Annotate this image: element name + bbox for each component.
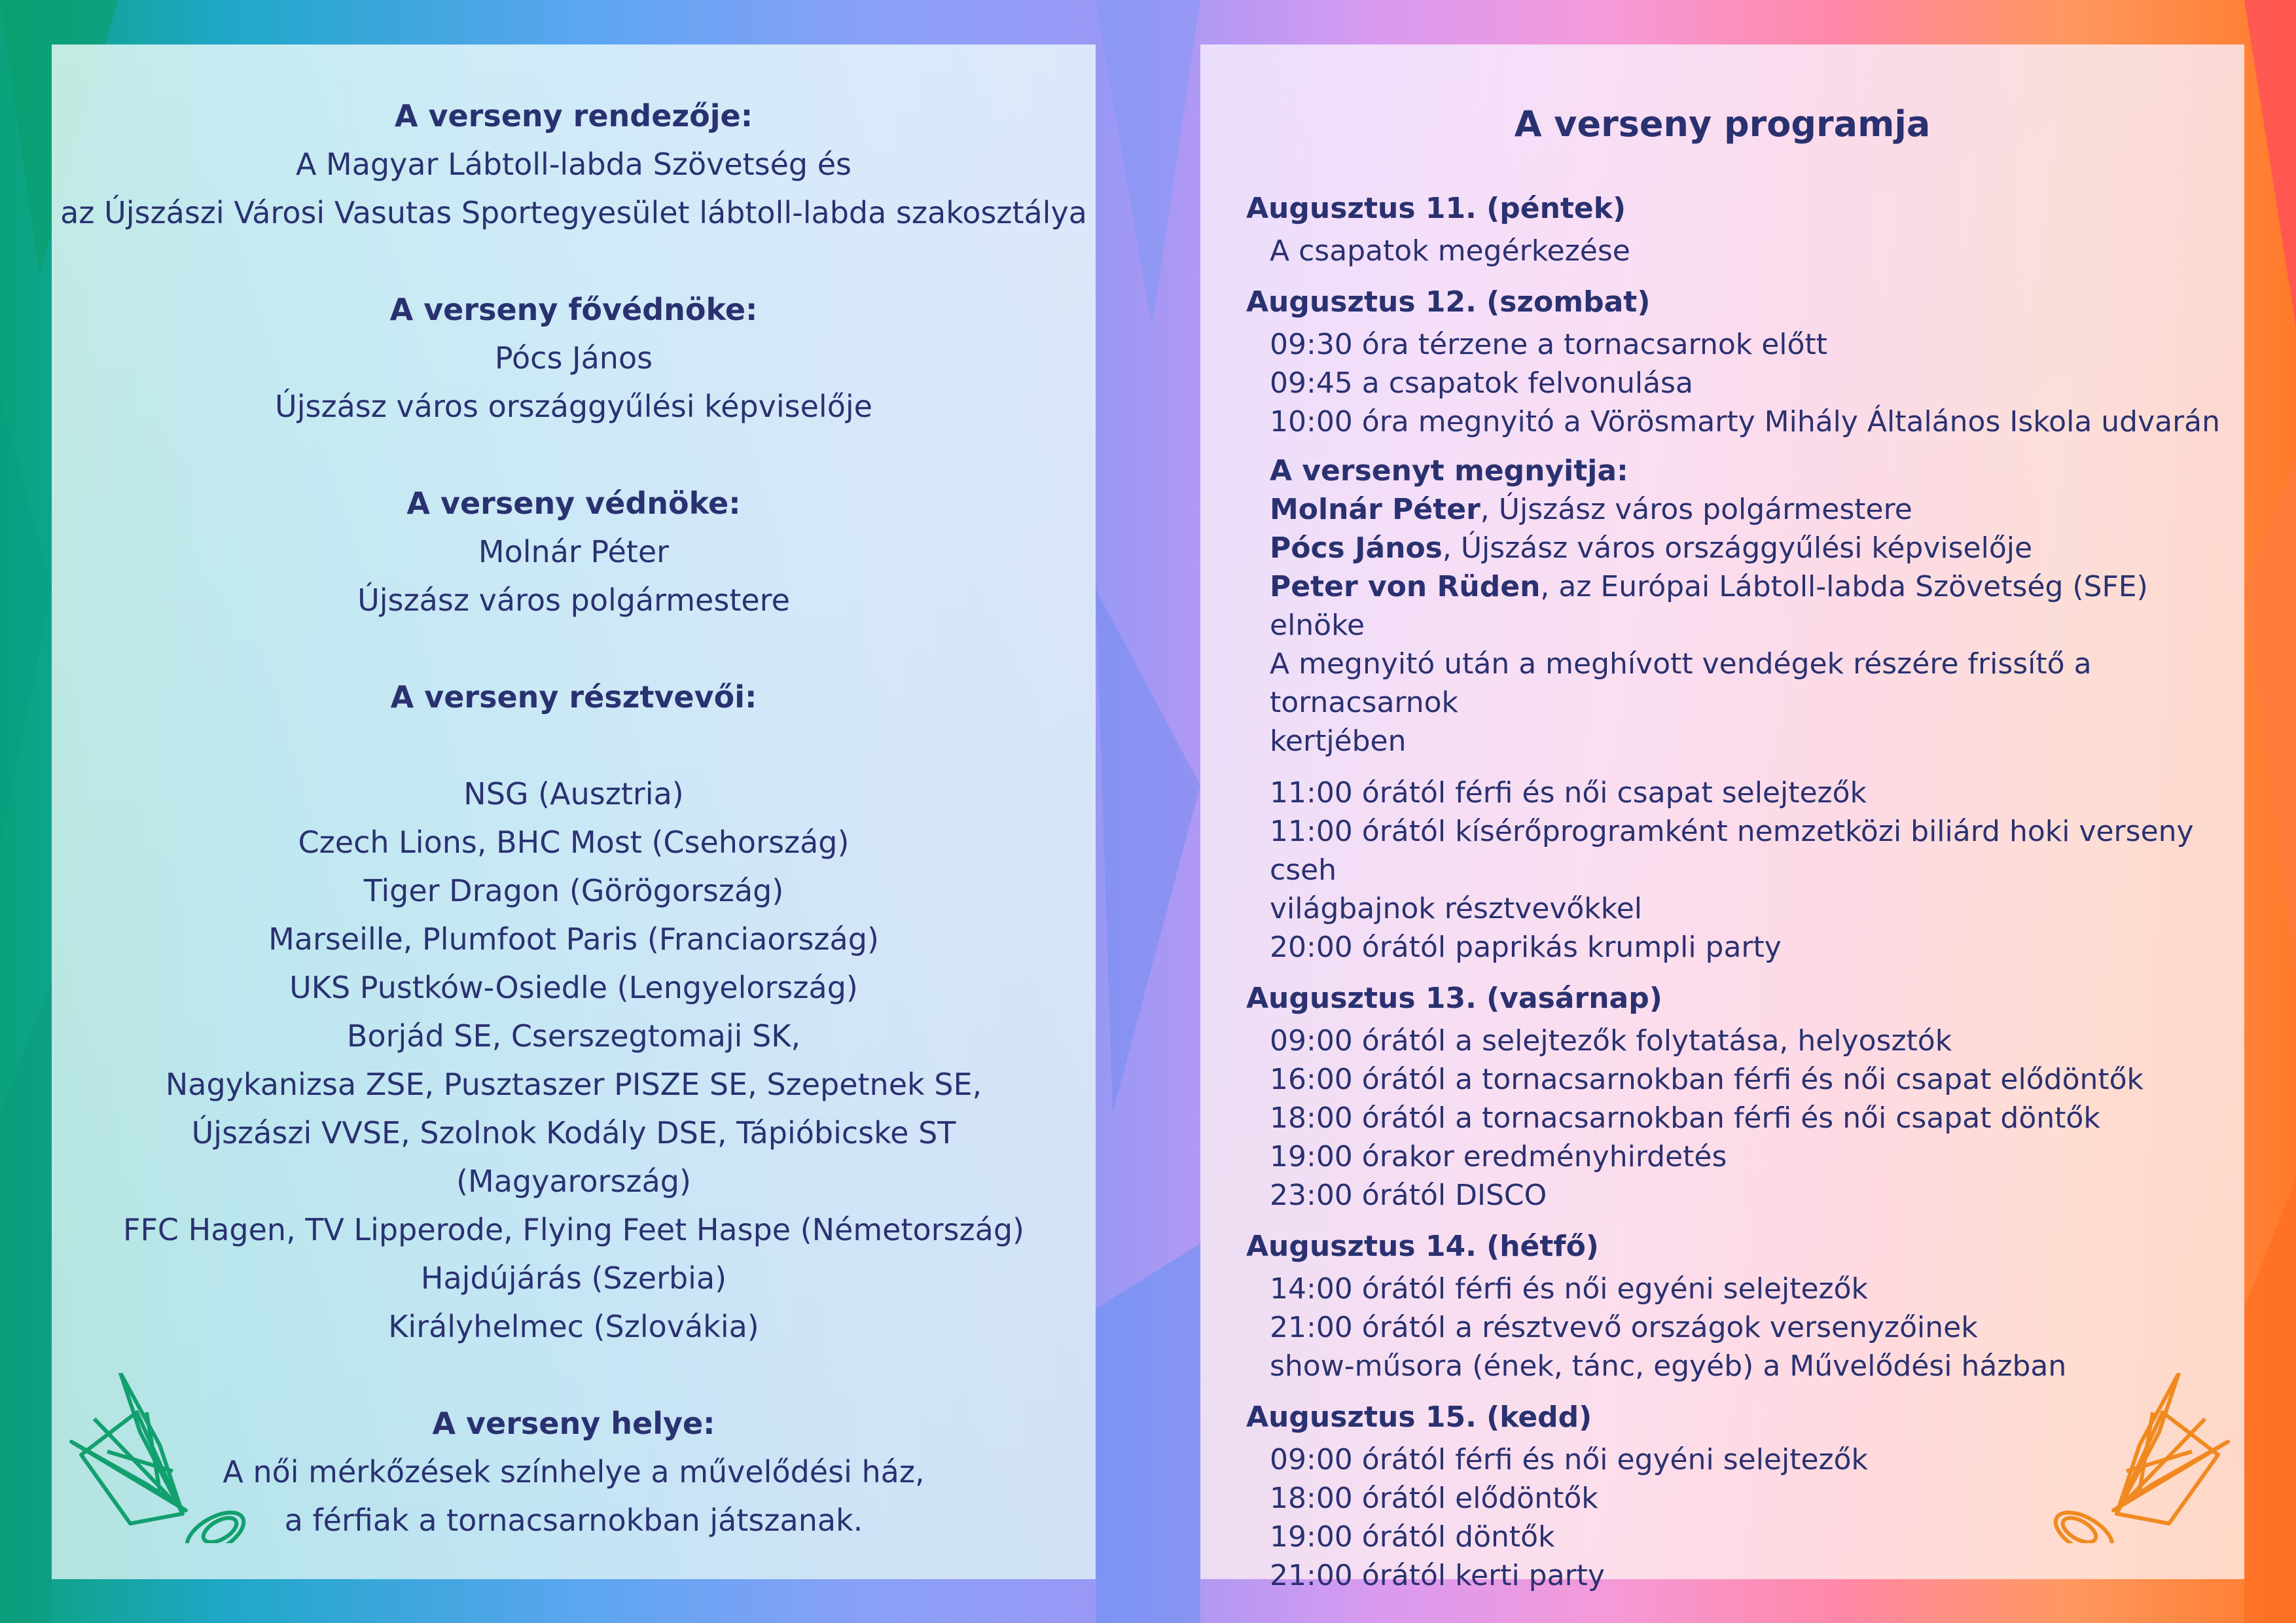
participants-title: A verseny résztvevői:: [390, 679, 757, 715]
day-heading: Augusztus 14. (hétfő): [1246, 1230, 1599, 1263]
opener-name: Pócs János: [1270, 531, 1443, 565]
participant-line: Hajdújárás (Szerbia): [420, 1260, 727, 1296]
program-item: 21:00 órától a résztvevő országok versenyzőinek: [1270, 1311, 1978, 1344]
participant-line: FFC Hagen, TV Lipperode, Flying Feet Haspe (Németország): [122, 1212, 1024, 1247]
participant-line: Újszászi VVSE, Szolnok Kodály DSE, Tápióbicske ST: [191, 1115, 956, 1150]
program-item: 23:00 órától DISCO: [1270, 1179, 1547, 1212]
main-patron-title: A verseny fővédnöke:: [389, 292, 758, 327]
program-item: show-műsora (ének, tánc, egyéb) a Művelődési házban: [1270, 1349, 2067, 1383]
participant-line: NSG (Ausztria): [463, 776, 684, 812]
participant-line: Borjád SE, Cserszegtomaji SK,: [346, 1018, 801, 1054]
program-item: 20:00 órától paprikás krumpli party: [1270, 931, 1782, 964]
day-heading: Augusztus 13. (vasárnap): [1246, 982, 1662, 1015]
opener-role: , Újszász város polgármestere: [1480, 493, 1912, 526]
patron-section: [52, 479, 1096, 624]
program-item: 11:00 órától férfi és női csapat selejtezők: [1270, 776, 1867, 810]
left-content: [52, 92, 1096, 1593]
participants-section: [52, 673, 1096, 1351]
opener-line: [1270, 567, 2228, 645]
program-item: 18:00 órától a tornacsarnokban férfi és női csapat döntők: [1270, 1101, 2100, 1135]
main-patron-section: [52, 285, 1096, 431]
participant-line: Czech Lions, BHC Most (Csehország): [298, 825, 850, 860]
organizer-line: A Magyar Lábtoll-labda Szövetség és: [295, 147, 852, 182]
left-panel: [52, 45, 1096, 1579]
opener-name: Molnár Péter: [1270, 493, 1480, 526]
day-heading: Augusztus 15. (kedd): [1246, 1400, 1592, 1434]
venue-line: A női mérkőzések színhelye a művelődési ház,: [223, 1454, 925, 1489]
main-patron-name: Pócs János: [494, 340, 653, 376]
organizer-title: A verseny rendezője:: [394, 98, 753, 134]
program-item: 09:30 óra térzene a tornacsarnok előtt: [1270, 328, 1827, 361]
program-item: 09:00 órától férfi és női egyéni selejtezők: [1270, 1443, 1869, 1476]
main-patron-role: Újszász város országgyűlési képviselője: [275, 389, 872, 424]
program-item: világbajnok résztvevőkkel: [1270, 892, 1642, 925]
day-heading: Augusztus 12. (szombat): [1246, 285, 1651, 319]
day-heading: Augusztus 11. (péntek): [1246, 192, 1626, 225]
opening-block: [1270, 452, 2228, 760]
participant-line: Marseille, Plumfoot Paris (Franciaország): [268, 921, 879, 957]
patron-role: Újszász város polgármestere: [357, 582, 790, 618]
participant-line: UKS Pustków-Osiedle (Lengyelország): [289, 970, 858, 1005]
opener-role: , Újszász város országgyűlési képviselője: [1442, 531, 2033, 565]
participant-line: Tiger Dragon (Görögország): [363, 873, 784, 908]
program-item: 11:00 órától kísérőprogramként nemzetközi biliárd hoki verseny cseh: [1270, 815, 2194, 887]
program-item: 10:00 óra megnyitó a Vörösmarty Mihály Általános Iskola udvarán: [1270, 405, 2221, 438]
participant-line: (Magyarország): [456, 1164, 691, 1199]
organizer-line: az Újszászi Városi Vasutas Sportegyesület lábtoll-labda szakosztálya: [60, 195, 1087, 230]
day-items: [1270, 1022, 2228, 1215]
shuttlecock-icon: [68, 1373, 278, 1543]
program-item: 16:00 órától a tornacsarnokban férfi és női csapat elődöntők: [1270, 1063, 2144, 1096]
program-item: kertjében: [1270, 724, 1407, 758]
opener-role: , az Európai Lábtoll-labda Szövetség (SFE) elnöke: [1270, 570, 2148, 642]
day-items: [1270, 1270, 2228, 1385]
day-items: [1270, 232, 2228, 270]
venue-title: A verseny helye:: [432, 1406, 715, 1441]
program-item: A megnyitó után a meghívott vendégek részére frissítő a tornacsarnok: [1270, 647, 2092, 719]
program-item: 18:00 órától elődöntők: [1270, 1482, 1598, 1515]
participant-line: Királyhelmec (Szlovákia): [388, 1309, 759, 1344]
participant-line: Nagykanizsa ZSE, Pusztaszer PISZE SE, Szepetnek SE,: [165, 1067, 982, 1102]
day-items: [1270, 325, 2228, 967]
program-title: A verseny programja: [1514, 103, 1931, 145]
venue-line: a férfiak a tornacsarnokban játszanak.: [284, 1503, 863, 1538]
program-item: 09:00 órától a selejtezők folytatása, helyosztók: [1270, 1024, 1952, 1058]
patron-name: Molnár Péter: [478, 534, 670, 569]
program-item: 21:00 órától kerti party: [1270, 1559, 1605, 1592]
opening-title: A versenyt megnyitja:: [1270, 454, 1628, 488]
opener-line: [1270, 529, 2228, 567]
opener-name: Peter von Rüden: [1270, 570, 1541, 603]
program-item: A csapatok megérkezése: [1270, 234, 1630, 268]
patron-title: A verseny védnöke:: [406, 486, 741, 521]
program-item: 14:00 órától férfi és női egyéni selejtezők: [1270, 1272, 1869, 1306]
program-item: 19:00 órától döntők: [1270, 1520, 1555, 1554]
shuttlecock-icon: [2022, 1373, 2231, 1543]
organizer-section: [52, 92, 1096, 237]
opener-line: [1270, 490, 2228, 529]
program-item: 09:45 a csapatok felvonulása: [1270, 366, 1693, 400]
program-item: 19:00 órakor eredményhirdetés: [1270, 1140, 1727, 1173]
right-panel: [1200, 45, 2244, 1592]
